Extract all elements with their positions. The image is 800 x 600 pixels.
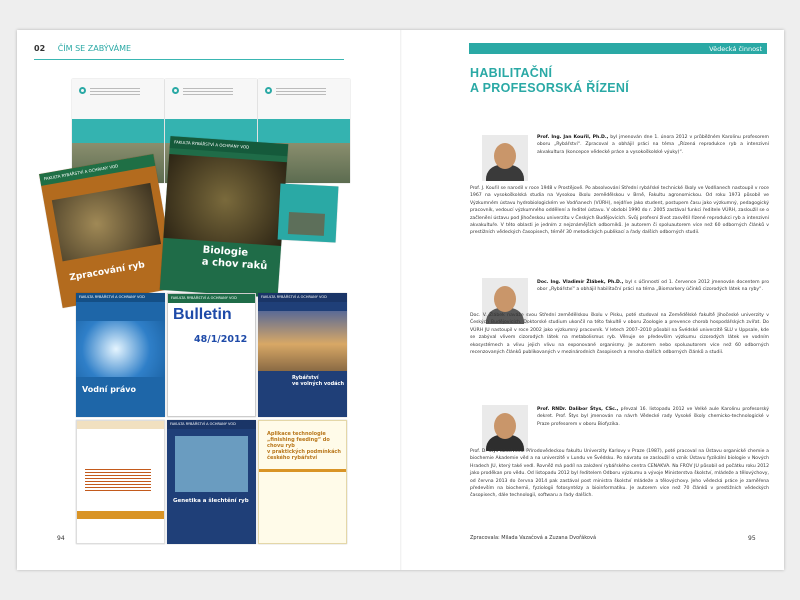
profile-body: Prof. D. Štys absolvoval Přírodovědeckou fakultu Univerzity Karlovy v Praze (1987), poté pracoval na Ústavu organické chemie a biochemie Akademie věd a na univerzitě v Lundu ve Švédsku. Po návratu se zasloužil o vznik Ústavu fyzikální biologie v Nových Hradech JU, který také vedl. Rovněž má podíl na založení rybářského centra CENAKVA. Na FROV JU působil od počátku roku 2012 jako proděkan pro vědu. Od listopadu 2012 byl ředitelem Odboru výzkumu a vývoje Ministerstva školství, mládeže a tělovýchovy, od června 2013 do června 2014 pak zastával post ministra školství mládeže a tělovýchovy. Jeho vědecká práce je zaměřena především na biochemii, fyziologii fotosyntézy a bioinformatiku. Je autorem více než 70 článků v prestižních vědeckých časopisech, dále technologií, softwaru a řady dalších. <box>470 449 769 499</box>
faculty-logo-icon <box>265 87 272 94</box>
page-title: HABILITAČNÍ A PROFESORSKÁ ŘÍZENÍ <box>470 66 630 95</box>
profile-body: Prof. J. Kouřil se narodil v roce 1948 v Prostějově. Po absolvování Střední rybářské technické školy ve Vodňanech nastoupil v roce 1967 na vysokoškolská studia na Vysokou školu zemědělskou v Brně, Fakultu agronomickou. Od roku 1973 působil ve Výzkumném ústavu hydrobiologickém ve Vodňanech (VÚRH), nejdříve jako student, postupem času jako výzkumný, pedagogický pracovník, vedoucí výzkumného oddělení a ředitel ústavu. V období 1990 do r. 2005 zastával funkci ředitele VÚRH, zasloužil se o začlenění ústavu pod Jihočeskou univerzitu v Českých Budějovicích. Svůj profesní život zasvětil řízené reprodukci ryb a intenzivní akvakultuře. V této oblasti je jedním z nejznámějších odborníků. Je autorem či spoluautorem více než 60 odborných článků v prestižních vědeckých časopisech, téměř 30 metodických publikací a řady dalších odborných studií. <box>470 186 769 236</box>
faculty-logo-icon <box>79 87 86 94</box>
bulletin-issue: 48/1/2012 <box>194 334 248 345</box>
book-cover-zpracovani-ryb <box>39 154 177 308</box>
faculty-name: FAKULTA RYBÁŘSTVÍ A OCHRANY VOD <box>76 293 165 302</box>
credits: Zpracovala: Milada Vazačová a Zuzana Dvořáková <box>470 535 597 541</box>
publication-cover-finishing-feeding <box>258 420 347 544</box>
book-title: Rybářství ve volných vodách <box>292 375 345 387</box>
book-title: Aplikace technologie „finishing feeding“ do chovu ryb v praktických podmínkách českého rybářství <box>267 431 341 461</box>
faculty-logo-icon <box>172 87 179 94</box>
portrait-photo <box>482 135 528 181</box>
profile-intro: Doc. Ing. Vladimír Žlábek, Ph.D., byl s účinností od 1. července 2012 jmenován docentem pro obor „Rybářství“ a obhájil habilitační práci na téma „Biomarkery účinků cizorodých látek na ryby“. <box>537 280 769 293</box>
bulletin-title: Bulletin <box>173 306 232 323</box>
book-title: Genetika a šlechtění ryb <box>173 498 249 504</box>
magazine-spread <box>17 30 784 570</box>
faculty-name: FAKULTA RYBÁŘSTVÍ A OCHRANY VOD <box>258 293 347 302</box>
book-title: Biologie a chov raků <box>201 244 268 273</box>
faculty-name: FAKULTA RYBÁŘSTVÍ A OCHRANY VOD <box>167 420 256 429</box>
section-title: ČÍM SE ZABÝVÁME <box>57 44 132 53</box>
publication-cover-white <box>76 420 165 544</box>
bulletin-cover <box>167 293 256 417</box>
leaflet-cover-small <box>278 184 339 243</box>
chapter-number: 02 <box>34 44 46 53</box>
faculty-name: FAKULTA RYBÁŘSTVÍ A OCHRANY VOD <box>170 136 289 156</box>
book-cover-genetika <box>167 420 256 544</box>
profile-intro: Prof. Ing. Jan Kouřil, Ph.D., byl jmenován dne 1. února 2012 v průběžném Karolinu profesorem oboru „Rybářství“. Zpracoval a obhájil práci na téma „Řízená reprodukce ryb a intenzivní akvakultura (koncepce vědecké práce a vysokoškolské výuky)“. <box>537 135 769 155</box>
portrait-photo <box>482 405 528 451</box>
book-title: Vodní právo <box>82 385 136 394</box>
book-cover-biologie-a-chov-raku <box>160 136 288 298</box>
profile-body: Doc. V. Žlábek naváže svou Střední zemědělskou školu v Písku, poté studoval na Zemědělské fakultě Jihočeské univerzity v Českých Budějovicích. Doktorské studium ukončil na této fakultě v oboru Zoologie a prevence chorob hospodářských zvířat. Do VÚRH JU nastoupil v roce 2002 jako výzkumný pracovník. V letech 2007–2010 působil na Švédské univerzitě SLU v Uppsale, kde se zabýval vlivem cizorodých látek na metabolismus ryb. Věnuje se především výzkumu cizorodých látek ve vodním ekosystémech a vlivu jejich vlivu na exponované organismy. Je autorem nebo spoluautorem více než 60 odborných recenzovaných článků publikovaných v mezinárodních časopisech a mnoha dalších odborných článků a studií. <box>470 313 769 356</box>
page-gutter <box>400 30 402 570</box>
left-page-number: 94 <box>57 535 65 542</box>
book-cover-vodni-pravo <box>76 293 165 417</box>
faculty-name: FAKULTA RYBÁŘSTVÍ A OCHRANY VOD <box>39 154 155 186</box>
profile-intro: Prof. RNDr. Dalibor Štys, CSc., převzal 16. listopadu 2012 ve Velké aule Karolinu profesorský dekret. Prof. Štys byl jmenován na návrh Vědecké rady Vysoké školy chemicko-technologické v Praze profesorem v oboru Biofyzika. <box>537 407 769 427</box>
section-tag: Vědecká činnost <box>469 43 767 54</box>
book-cover-rybarstvi <box>258 293 347 417</box>
header-rule <box>34 59 344 60</box>
book-title: Zpracování ryb <box>68 260 146 284</box>
faculty-name: FAKULTA RYBÁŘSTVÍ A OCHRANY VOD <box>168 294 255 303</box>
left-page-header <box>34 44 344 58</box>
right-page-number: 95 <box>748 535 756 542</box>
